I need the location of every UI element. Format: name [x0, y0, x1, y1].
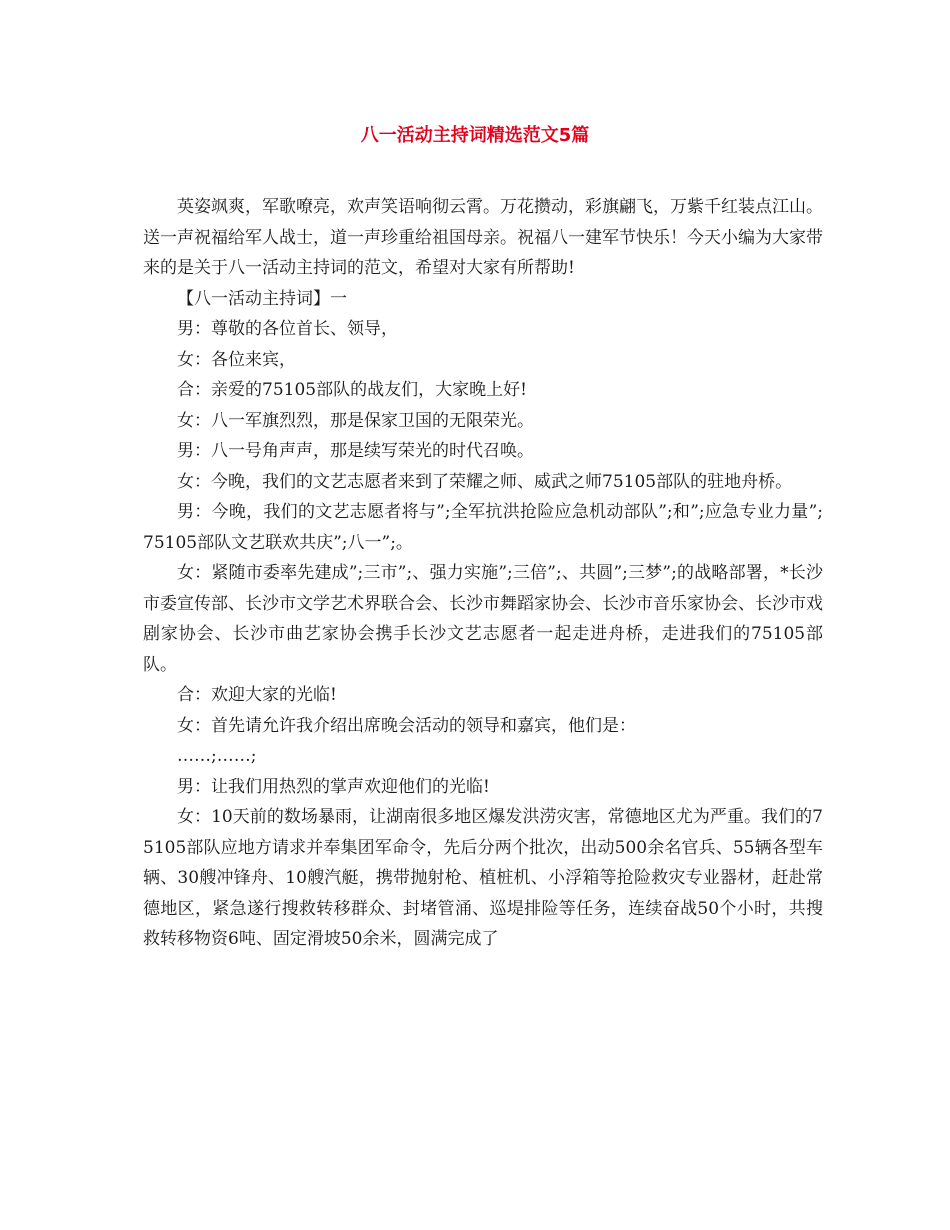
- paragraph: 合：欢迎大家的光临!: [177, 685, 337, 705]
- document-title: 八一活动主持词精选范文5篇: [360, 125, 590, 146]
- paragraph: 合：亲爱的75105部队的战友们，大家晚上好!: [177, 380, 527, 400]
- paragraph: 男：尊敬的各位首长、领导，: [177, 319, 398, 339]
- paragraph: 女：紧随市委率先建成”;三市”;、强力实施”;三倍”;、共圆”;三梦”;的战略部署，*长沙市委宣传部、长沙市文学艺术界联合会、长沙市舞蹈家协会、长沙市音乐家协会、长沙市戏剧家协会、长沙市曲艺家协会携手长沙文艺志愿者一起走进舟桥，走进我们的75105部队。: [143, 563, 823, 675]
- paragraph: 女：各位来宾，: [177, 349, 296, 370]
- paragraph: 女：八一军旗烈烈，那是保家卫国的无限荣光。: [177, 410, 534, 431]
- paragraph: 男：今晚，我们的文艺志愿者将与”;全军抗洪抢险应急机动部队”;和”;应急专业力量”;75105部队文艺联欢共庆”;八一”;。: [143, 502, 823, 553]
- document-body: [143, 192, 823, 955]
- paragraph: ……;……;: [177, 746, 257, 766]
- paragraph: 女：首先请允许我介绍出席晚会活动的领导和嘉宾，他们是：: [177, 715, 636, 736]
- paragraph: 女：今晚，我们的文艺志愿者来到了荣耀之师、威武之师75105部队的驻地舟桥。: [177, 471, 793, 492]
- paragraph: 女：10天前的数场暴雨，让湖南很多地区爆发洪涝灾害，常德地区尤为严重。我们的75105部队应地方请求并奉集团军命令，先后分两个批次，出动500余名官兵、55辆各型车辆、30艘冲锋舟、10艘汽艇，携带抛射枪、植桩机、小浮箱等抢险救灾专业器材，赶赴常德地区，紧急遂行搜救转移群众、封堵管涌、巡堤排险等任务，连续奋战50个小时，共搜救转移物资6吨、固定滑坡50余米，圆满完成了: [143, 807, 823, 949]
- section-heading: 【八一活动主持词】一: [177, 288, 347, 309]
- paragraph: 男：让我们用热烈的掌声欢迎他们的光临!: [177, 776, 490, 797]
- paragraph: 男：八一号角声声，那是续写荣光的时代召唤。: [177, 441, 534, 461]
- paragraph: 英姿飒爽，军歌嘹亮，欢声笑语响彻云霄。万花攒动，彩旗翩飞，万紫千红装点江山。送一声祝福给军人战士，道一声珍重给祖国母亲。祝福八一建军节快乐！今天小编为大家带来的是关于八一活动主持词的范文，希望对大家有所帮助!: [143, 197, 823, 278]
